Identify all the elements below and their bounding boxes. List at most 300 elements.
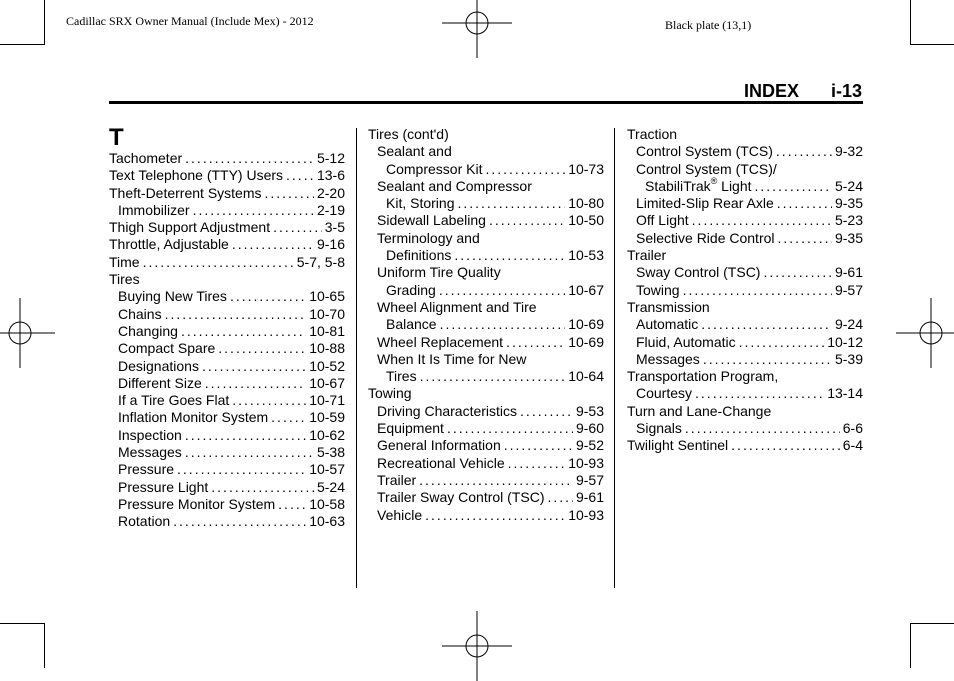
entry-label: Chains xyxy=(118,305,162,322)
index-entry-text xyxy=(377,299,537,316)
entry-label: Different Size xyxy=(118,374,202,391)
index-entry-text xyxy=(636,195,774,212)
column-divider xyxy=(356,128,357,588)
entry-page-ref: 10-80 xyxy=(568,195,604,212)
index-column-1 xyxy=(109,126,345,531)
index-entry xyxy=(368,161,604,178)
dot-leader xyxy=(286,167,314,184)
dot-leader xyxy=(508,455,566,472)
dot-leader xyxy=(165,306,307,323)
index-column-2 xyxy=(368,126,604,524)
index-entry-text xyxy=(109,167,283,184)
dot-leader xyxy=(232,236,314,253)
index-entry-text xyxy=(368,385,412,402)
index-entry xyxy=(627,247,863,264)
index-entry xyxy=(109,358,345,375)
index-entry-text xyxy=(109,185,262,202)
registered-mark: ® xyxy=(710,176,718,187)
header-title: INDEX xyxy=(744,81,800,101)
entry-page-ref: 2-20 xyxy=(316,184,345,201)
index-entry-text xyxy=(118,479,208,496)
dot-leader xyxy=(181,323,306,340)
entry-page-ref: 9-16 xyxy=(316,236,345,253)
entry-page-ref: 10-59 xyxy=(309,409,345,426)
index-entry xyxy=(368,282,604,299)
dot-leader xyxy=(703,351,832,368)
section-letter: T xyxy=(109,124,124,151)
index-entry xyxy=(627,403,863,420)
index-entry xyxy=(109,202,345,219)
index-entry-text xyxy=(636,230,775,247)
index-entry-text xyxy=(377,507,422,524)
index-entry-text xyxy=(636,420,682,437)
entry-page-ref: 9-52 xyxy=(575,437,604,454)
index-entry-text xyxy=(118,288,227,305)
dot-leader xyxy=(485,161,565,178)
entry-page-ref: 10-50 xyxy=(568,212,604,229)
entry-label: Transmission xyxy=(627,298,710,315)
entry-page-ref: 10-67 xyxy=(309,374,345,391)
entry-label: Twilight Sentinel xyxy=(627,437,729,454)
index-entry-text xyxy=(377,437,501,454)
entry-page-ref: 2-19 xyxy=(316,201,345,218)
index-entry xyxy=(368,455,604,472)
entry-label: Trailer xyxy=(627,247,667,264)
dot-leader xyxy=(232,392,306,409)
index-entry-text xyxy=(109,219,270,236)
entry-page-ref: 5-23 xyxy=(834,212,863,229)
index-entry-text xyxy=(118,496,275,513)
entry-label: Selective Ride Control xyxy=(636,229,775,246)
index-entry-text xyxy=(377,489,545,506)
header-rule xyxy=(109,101,863,104)
index-entry xyxy=(368,299,604,316)
index-entry xyxy=(368,472,604,489)
entry-label: Sealant and xyxy=(377,143,452,160)
entry-page-ref: 10-63 xyxy=(309,513,345,530)
index-entry-text xyxy=(118,358,199,375)
index-entry xyxy=(109,461,345,478)
entry-label: Sealant and Compressor xyxy=(377,177,532,194)
index-entry-text xyxy=(118,306,162,323)
index-entry xyxy=(368,437,604,454)
index-entry xyxy=(109,254,345,271)
entry-label: Pressure xyxy=(118,461,175,478)
entry-page-ref: 10-53 xyxy=(568,247,604,264)
index-entry-text xyxy=(109,150,182,167)
index-entry-text xyxy=(386,316,437,333)
column-divider xyxy=(614,128,615,588)
index-entry xyxy=(109,288,345,305)
index-entry xyxy=(368,212,604,229)
entry-label: Buying New Tires xyxy=(118,288,227,305)
entry-page-ref: 9-32 xyxy=(834,143,863,160)
entry-label: Wheel Replacement xyxy=(377,333,504,350)
index-entry xyxy=(627,334,863,351)
dot-leader xyxy=(489,212,565,229)
dot-leader xyxy=(506,334,565,351)
entry-label: Kit, Storing xyxy=(386,195,455,212)
dot-leader xyxy=(271,409,306,426)
index-entry xyxy=(368,230,604,247)
index-entry xyxy=(109,392,345,409)
entry-page-ref: 9-53 xyxy=(575,402,604,419)
dot-leader xyxy=(439,282,565,299)
index-entry xyxy=(368,507,604,524)
index-entry-text xyxy=(377,403,517,420)
dot-leader xyxy=(548,489,573,506)
entry-label: Limited-Slip Rear Axle xyxy=(636,195,774,212)
entry-page-ref: 5-24 xyxy=(834,177,863,194)
index-entry-text xyxy=(627,126,677,143)
index-entry xyxy=(109,306,345,323)
dot-leader xyxy=(420,368,566,385)
entry-label-cont: Light xyxy=(717,177,752,194)
index-entry-text xyxy=(377,230,480,247)
entry-label: Sidewall Labeling xyxy=(377,212,486,229)
entry-page-ref: 10-93 xyxy=(568,506,604,523)
index-entry xyxy=(368,143,604,160)
dot-leader xyxy=(504,437,573,454)
entry-label: Compact Spare xyxy=(118,340,216,357)
index-entry-text xyxy=(118,392,229,409)
registration-mark-icon xyxy=(442,0,512,58)
entry-label: Rotation xyxy=(118,513,171,530)
index-entry-text xyxy=(386,161,482,178)
entry-label: Time xyxy=(109,253,140,270)
index-entry xyxy=(368,351,604,368)
entry-label: Transportation Program, xyxy=(627,368,779,385)
index-entry xyxy=(627,299,863,316)
entry-label: Trailer xyxy=(377,471,417,488)
header-page-number: i-13 xyxy=(831,81,863,101)
index-entry-text xyxy=(627,437,728,454)
index-entry xyxy=(627,178,863,195)
entry-page-ref: 9-24 xyxy=(834,316,863,333)
crop-mark xyxy=(0,44,45,45)
dot-leader xyxy=(685,420,840,437)
dot-leader xyxy=(739,334,825,351)
entry-label: StabiliTrak xyxy=(645,177,711,194)
entry-label: Fluid, Automatic xyxy=(636,333,736,350)
index-entry-text xyxy=(627,247,666,264)
dot-leader xyxy=(755,178,832,195)
entry-label: Inflation Monitor System xyxy=(118,409,269,426)
dot-leader xyxy=(520,403,573,420)
entry-label: Traction xyxy=(627,126,678,142)
index-entry-text xyxy=(636,143,773,160)
dot-leader xyxy=(205,375,306,392)
entry-label: Theft-Deterrent Systems xyxy=(109,184,262,201)
index-entry xyxy=(109,427,345,444)
entry-label: Tires xyxy=(386,368,417,385)
index-entry-text xyxy=(636,385,692,402)
dot-leader xyxy=(278,496,306,513)
entry-label: Uniform Tire Quality xyxy=(377,264,501,281)
index-entry-text xyxy=(377,264,501,281)
index-entry-text xyxy=(645,178,752,195)
index-entry-text xyxy=(377,212,486,229)
entry-label: Towing xyxy=(368,385,412,402)
entry-label: Control System (TCS)/ xyxy=(636,160,777,177)
dot-leader xyxy=(695,385,824,402)
index-entry-text xyxy=(118,375,202,392)
dot-leader xyxy=(440,316,566,333)
index-entry xyxy=(627,385,863,402)
dot-leader xyxy=(776,143,832,160)
index-entry-text xyxy=(627,368,778,385)
index-entry xyxy=(627,161,863,178)
index-entry xyxy=(368,420,604,437)
entry-page-ref: 5-39 xyxy=(834,350,863,367)
entry-page-ref: 6-6 xyxy=(842,420,863,437)
index-entry xyxy=(368,334,604,351)
dot-leader xyxy=(447,420,573,437)
index-entry xyxy=(627,195,863,212)
dot-leader xyxy=(177,461,306,478)
entry-label: Messages xyxy=(636,350,700,367)
crop-mark xyxy=(910,623,911,668)
entry-page-ref: 10-81 xyxy=(309,322,345,339)
index-entry xyxy=(627,316,863,333)
index-entry xyxy=(368,403,604,420)
entry-label: If a Tire Goes Flat xyxy=(118,392,230,409)
index-entry xyxy=(109,444,345,461)
index-entry xyxy=(109,409,345,426)
dot-leader xyxy=(193,202,314,219)
index-entry-text xyxy=(377,178,532,195)
index-entry xyxy=(627,437,863,454)
crop-mark xyxy=(910,44,954,45)
index-entry-text xyxy=(636,351,700,368)
entry-page-ref: 10-52 xyxy=(309,357,345,374)
index-entry xyxy=(368,195,604,212)
dot-leader xyxy=(185,427,306,444)
index-entry-text xyxy=(636,264,760,281)
entry-label: Pressure Light xyxy=(118,478,209,495)
index-entry-text xyxy=(636,334,736,351)
entry-label: Grading xyxy=(386,281,436,298)
dot-leader xyxy=(763,264,832,281)
entry-page-ref: 10-65 xyxy=(309,288,345,305)
entry-page-ref: 5-12 xyxy=(316,150,345,166)
index-entry-text xyxy=(377,334,503,351)
entry-page-ref: 9-57 xyxy=(575,471,604,488)
dot-leader xyxy=(731,437,840,454)
entry-label: Definitions xyxy=(386,247,452,264)
dot-leader xyxy=(202,358,306,375)
entry-page-ref: 10-58 xyxy=(309,495,345,512)
entry-label: Signals xyxy=(636,420,682,437)
entry-page-ref: 10-73 xyxy=(568,160,604,177)
index-entry-text xyxy=(118,323,178,340)
entry-label: Courtesy xyxy=(636,385,693,402)
entry-label: Designations xyxy=(118,357,199,374)
index-entry xyxy=(368,178,604,195)
crop-mark xyxy=(910,0,911,45)
index-entry-text xyxy=(627,299,710,316)
entry-page-ref: 5-38 xyxy=(316,444,345,461)
dot-leader xyxy=(230,288,306,305)
dot-leader xyxy=(143,254,294,271)
dot-leader xyxy=(457,195,565,212)
entry-label: Balance xyxy=(386,316,437,333)
entry-label: Turn and Lane-Change xyxy=(627,402,772,419)
crop-mark xyxy=(44,0,45,45)
entry-label: Vehicle xyxy=(377,506,423,523)
entry-label: Recreational Vehicle xyxy=(377,454,505,471)
entry-label: Wheel Alignment and Tire xyxy=(377,298,537,315)
dot-leader xyxy=(211,479,314,496)
registration-mark-icon xyxy=(896,298,954,368)
index-entry-text xyxy=(118,202,190,219)
index-entry xyxy=(368,385,604,402)
entry-label: Control System (TCS) xyxy=(636,143,773,160)
entry-label: Automatic xyxy=(636,316,699,333)
index-entry-text xyxy=(118,340,215,357)
dot-leader xyxy=(185,150,314,167)
index-entry-text xyxy=(109,271,140,288)
index-entry-text xyxy=(636,282,680,299)
crop-mark xyxy=(0,623,45,624)
index-entry-text xyxy=(636,316,698,333)
entry-page-ref: 13-6 xyxy=(316,167,345,184)
index-entry-text xyxy=(377,420,444,437)
crop-mark xyxy=(44,623,45,668)
index-entry xyxy=(109,236,345,253)
index-entry-text xyxy=(368,126,449,143)
entry-page-ref: 10-62 xyxy=(309,426,345,443)
dot-leader xyxy=(683,282,832,299)
entry-label: When It Is Time for New xyxy=(377,350,527,367)
entry-page-ref: 10-57 xyxy=(309,461,345,478)
index-entry-text xyxy=(109,254,140,271)
entry-label: General Information xyxy=(377,437,501,454)
entry-page-ref: 9-57 xyxy=(834,281,863,298)
entry-label: Pressure Monitor System xyxy=(118,495,276,512)
dot-leader xyxy=(778,230,832,247)
registration-mark-icon xyxy=(442,611,512,681)
index-entry xyxy=(109,185,345,202)
entry-label: Changing xyxy=(118,322,178,339)
entry-label: Throttle, Adjustable xyxy=(109,236,229,253)
entry-page-ref: 6-4 xyxy=(842,437,863,454)
index-entry-text xyxy=(118,513,170,530)
index-entry-text xyxy=(377,351,526,368)
entry-page-ref: 13-14 xyxy=(827,385,863,402)
index-entry xyxy=(109,150,345,167)
dot-leader xyxy=(692,212,832,229)
entry-page-ref: 10-70 xyxy=(309,305,345,322)
entry-label: Text Telephone (TTY) Users xyxy=(109,167,284,184)
index-entry-text xyxy=(377,455,505,472)
slug-right: Black plate (13,1) xyxy=(665,18,752,32)
index-entry-text xyxy=(377,472,416,489)
entry-label: Towing xyxy=(636,281,680,298)
index-entry xyxy=(627,143,863,160)
entry-label: Tires xyxy=(109,271,140,288)
index-entry xyxy=(109,219,345,236)
index-entry xyxy=(368,316,604,333)
dot-leader xyxy=(185,444,314,461)
dot-leader xyxy=(454,247,565,264)
entry-page-ref: 10-93 xyxy=(568,454,604,471)
index-entry xyxy=(627,420,863,437)
index-entry xyxy=(627,264,863,281)
index-entry-text xyxy=(636,161,777,178)
index-entry xyxy=(627,351,863,368)
entry-page-ref: 10-67 xyxy=(568,281,604,298)
index-entry xyxy=(368,489,604,506)
entry-label: Sway Control (TSC) xyxy=(636,264,761,281)
dot-leader xyxy=(173,513,306,530)
entry-page-ref: 10-69 xyxy=(568,316,604,333)
index-entry xyxy=(109,167,345,184)
dot-leader xyxy=(265,185,314,202)
index-entry xyxy=(109,496,345,513)
index-entry xyxy=(627,126,863,143)
index-entry-text xyxy=(386,195,454,212)
entry-page-ref: 9-35 xyxy=(834,229,863,246)
dot-leader xyxy=(701,316,832,333)
index-entry xyxy=(109,479,345,496)
index-entry xyxy=(627,212,863,229)
index-entry-text xyxy=(118,427,182,444)
entry-label: Immobilizer xyxy=(118,201,190,218)
index-entry-text xyxy=(118,444,182,461)
entry-page-ref: 10-88 xyxy=(309,340,345,357)
entry-label: Compressor Kit xyxy=(386,160,483,177)
index-entry xyxy=(368,126,604,143)
entry-page-ref: 9-61 xyxy=(834,264,863,281)
dot-leader xyxy=(777,195,832,212)
entry-page-ref: 10-64 xyxy=(568,368,604,385)
index-entry xyxy=(627,230,863,247)
index-entry xyxy=(109,340,345,357)
index-column-3 xyxy=(627,126,863,455)
entry-label: Tires (cont'd) xyxy=(368,126,449,142)
registration-mark-icon xyxy=(0,298,55,368)
index-entry-text xyxy=(377,143,452,160)
slug-left: Cadillac SRX Owner Manual (Include Mex) - 2012 xyxy=(66,14,314,28)
entry-page-ref: 5-24 xyxy=(316,478,345,495)
crop-mark xyxy=(910,623,954,624)
index-entry xyxy=(627,368,863,385)
index-entry-text xyxy=(627,403,771,420)
index-entry xyxy=(627,282,863,299)
index-entry xyxy=(109,513,345,530)
index-entry xyxy=(109,323,345,340)
entry-page-ref: 10-12 xyxy=(827,333,863,350)
entry-label: Terminology and xyxy=(377,229,480,246)
entry-label: Tachometer xyxy=(109,150,183,166)
entry-label: Off Light xyxy=(636,212,689,229)
index-entry-text xyxy=(386,368,417,385)
entry-label: Inspection xyxy=(118,426,182,443)
entry-page-ref: 9-60 xyxy=(575,420,604,437)
dot-leader xyxy=(218,340,306,357)
index-entry-text xyxy=(386,282,436,299)
index-entry xyxy=(368,264,604,281)
entry-label: Equipment xyxy=(377,420,444,437)
index-entry-text xyxy=(118,409,268,426)
dot-leader xyxy=(273,219,322,236)
entry-label: Messages xyxy=(118,444,182,461)
index-entry-text xyxy=(118,461,174,478)
index-entry-text xyxy=(109,236,229,253)
entry-page-ref: 5-7, 5-8 xyxy=(296,253,345,270)
index-entry xyxy=(109,375,345,392)
